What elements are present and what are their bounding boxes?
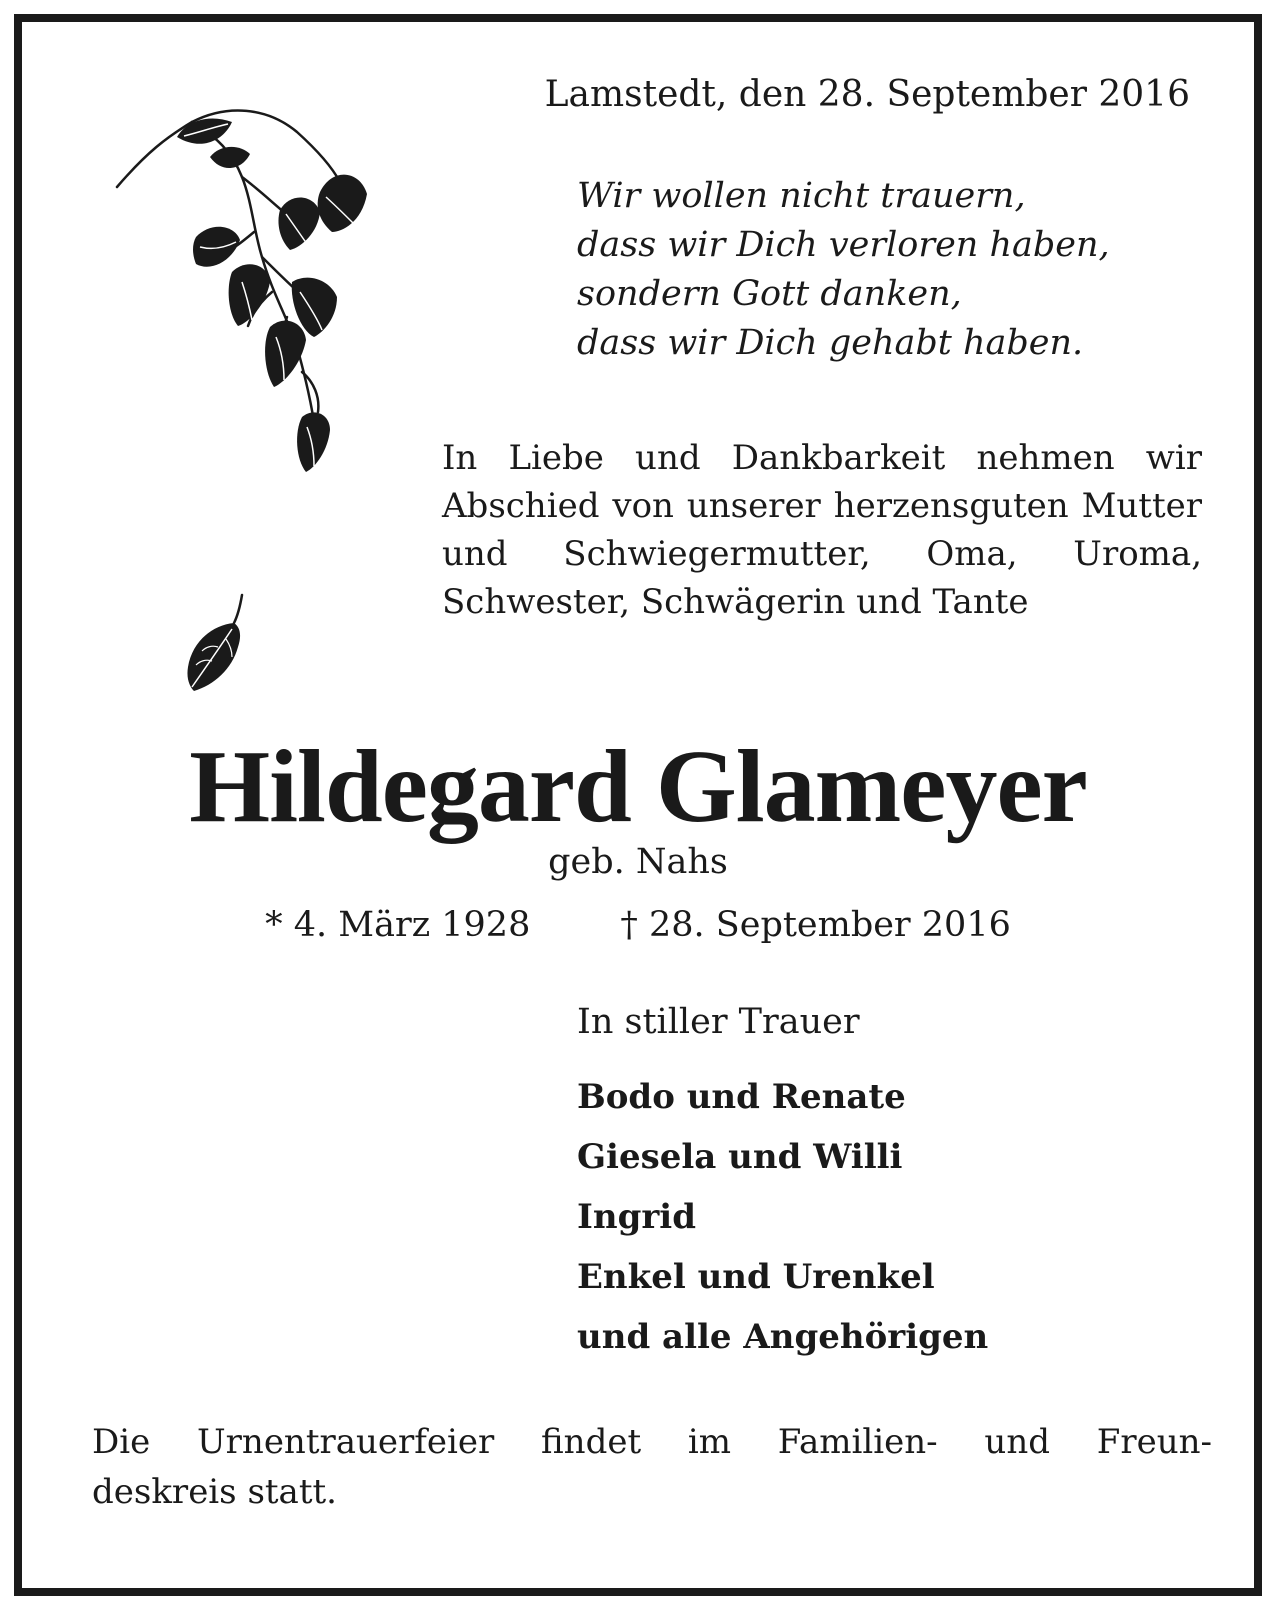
farewell-text: In Liebe und Dankbarkeit nehmen wir Abschied von unserer herzensguten Mutter und Schwiegermutter, Oma, Uroma, Schwester, Schwägerin und Tante	[442, 438, 1202, 622]
death-date: † 28. September 2016	[620, 905, 1011, 945]
obituary-notice	[14, 14, 1262, 1596]
mourner-entry: Bodo und Renate	[577, 1077, 906, 1117]
place-and-date: Lamstedt, den 28. September 2016	[544, 74, 1190, 115]
maiden-name: geb. Nahs	[548, 842, 728, 882]
ceremony-notice	[92, 1417, 1212, 1517]
poem-line: sondern Gott danken,	[577, 274, 962, 314]
mourner-entry: Giesela und Willi	[577, 1137, 903, 1177]
ceremony-line: deskreis statt.	[92, 1472, 337, 1512]
mourners-list	[577, 1067, 988, 1367]
poem-line: Wir wollen nicht trauern,	[577, 176, 1026, 216]
mourner-entry: Enkel und Urenkel	[577, 1257, 935, 1297]
life-dates	[22, 905, 1254, 945]
leafy-branch-icon	[92, 82, 392, 502]
memorial-poem	[577, 172, 1110, 368]
poem-line: dass wir Dich gehabt haben.	[577, 323, 1084, 363]
birth-date: * 4. März 1928	[265, 905, 531, 945]
mourning-label: In stiller Trauer	[577, 1002, 860, 1042]
ceremony-line: Die Urnentrauerfeier findet im Familien- und Freun-	[92, 1422, 1212, 1462]
mourner-entry: und alle Angehörigen	[577, 1317, 989, 1357]
poem-line: dass wir Dich verloren haben,	[577, 225, 1110, 265]
falling-leaf-icon	[172, 587, 262, 697]
deceased-name: Hildegard Glameyer	[189, 729, 1087, 844]
mourner-entry: Ingrid	[577, 1197, 696, 1237]
